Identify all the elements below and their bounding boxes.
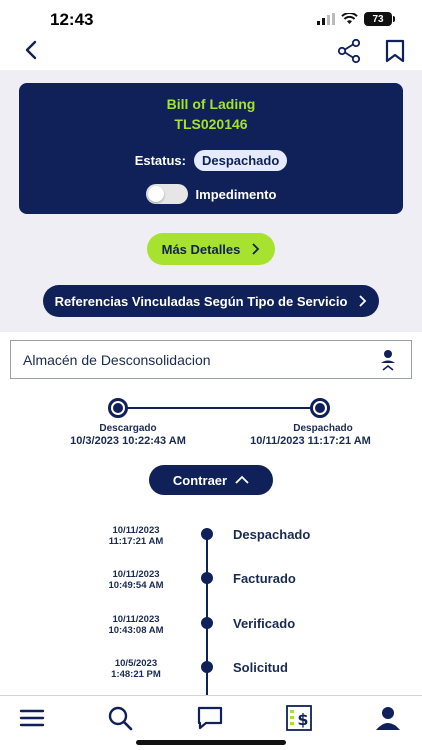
nav-bar <box>0 36 422 68</box>
progress-end-label: Despachado <box>293 423 353 434</box>
status-bar <box>0 0 422 36</box>
timeline-date <box>96 569 176 591</box>
timeline-date-time: 10:49:54 AM <box>108 580 164 591</box>
bill-of-lading-card <box>19 83 403 214</box>
battery-icon <box>364 12 392 26</box>
referencias-label: Referencias Vinculadas Según Tipo de Servicio <box>54 293 348 309</box>
search-icon[interactable] <box>106 704 134 732</box>
battery-level: 73 <box>372 13 384 25</box>
timeline-item <box>0 604 422 648</box>
timeline-date-day: 10/11/2023 <box>112 614 160 625</box>
impedimento-label: Impedimento <box>195 186 277 202</box>
mas-detalles-button[interactable] <box>147 233 275 265</box>
timeline-date-day: 10/11/2023 <box>112 525 160 536</box>
timeline-dot <box>201 617 213 629</box>
timeline-item <box>0 648 422 692</box>
timeline-date-day: 10/11/2023 <box>112 569 160 580</box>
timeline-dot <box>201 572 213 584</box>
toggle-knob <box>148 186 164 202</box>
wifi-icon <box>341 13 358 25</box>
progress-start-label: Descargado <box>99 423 157 434</box>
timeline-label: Solicitud <box>233 660 288 675</box>
chevron-right-icon <box>250 243 260 255</box>
signal-icon <box>317 13 335 25</box>
almacen-section[interactable] <box>10 340 412 379</box>
timeline-label: Despachado <box>233 527 311 542</box>
chevron-up-icon <box>235 475 249 485</box>
status-time: 12:43 <box>50 10 94 29</box>
timeline-date-time: 1:48:21 PM <box>111 669 161 680</box>
progress-start-date: 10/3/2023 10:22:43 AM <box>70 435 186 447</box>
header-section <box>0 70 422 332</box>
status-badge: Despachado <box>194 150 287 171</box>
svg-text:$: $ <box>297 710 309 729</box>
share-icon[interactable] <box>336 38 362 64</box>
contraer-button[interactable] <box>149 465 273 495</box>
status-label: Estatus: <box>134 153 186 168</box>
status-icons <box>317 12 392 26</box>
timeline-item <box>0 559 422 603</box>
profile-icon[interactable] <box>374 704 402 732</box>
timeline-date-time: 11:17:21 AM <box>108 536 164 547</box>
mas-detalles-label: Más Detalles <box>161 241 241 257</box>
timeline-date <box>96 525 176 547</box>
chat-icon[interactable] <box>196 704 224 732</box>
timeline-date-time: 10:43:08 AM <box>108 625 164 636</box>
progress-node-start <box>108 398 128 418</box>
impedimento-row <box>19 184 403 204</box>
timeline-date-day: 10/5/2023 <box>114 658 158 669</box>
timeline-dot <box>201 528 213 540</box>
bill-title: Bill of Lading <box>166 96 256 112</box>
billing-icon[interactable] <box>285 704 313 732</box>
timeline <box>0 515 422 695</box>
bookmark-icon[interactable] <box>382 38 408 64</box>
progress-end-date: 10/11/2023 11:17:21 AM <box>250 435 371 447</box>
timeline-label: Verificado <box>233 616 296 631</box>
progress-tracker <box>0 395 422 455</box>
referencias-button[interactable] <box>43 285 379 317</box>
timeline-item <box>0 515 422 559</box>
chevron-right-icon <box>357 295 367 307</box>
timeline-label: Facturado <box>233 571 296 586</box>
back-icon[interactable] <box>20 38 44 62</box>
menu-icon[interactable] <box>18 704 46 732</box>
timeline-date <box>96 614 176 636</box>
timeline-date <box>96 658 176 680</box>
progress-node-end <box>310 398 330 418</box>
timeline-dot <box>201 661 213 673</box>
home-indicator <box>136 740 286 745</box>
impedimento-toggle[interactable] <box>146 184 188 204</box>
contraer-label: Contraer <box>172 472 228 488</box>
bill-number: TLS020146 <box>174 116 248 132</box>
progress-line <box>118 407 320 409</box>
person-collapse-icon[interactable] <box>377 348 399 372</box>
status-row <box>19 150 403 171</box>
almacen-label: Almacén de Desconsolidacion <box>23 352 211 368</box>
